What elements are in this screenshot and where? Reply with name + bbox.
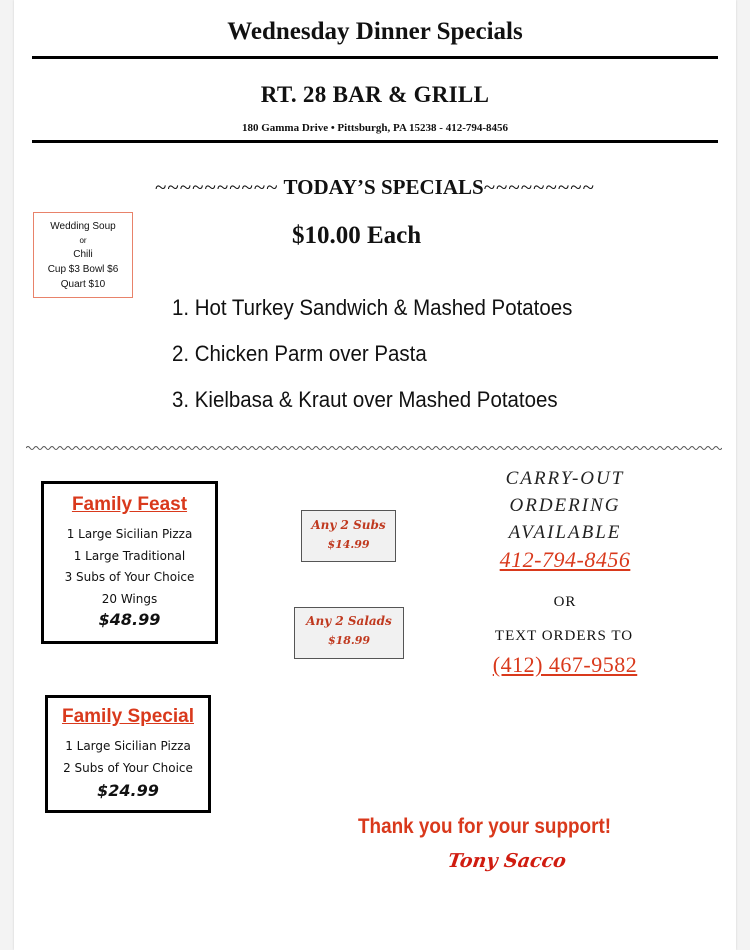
soup-line-3: Chili (73, 249, 93, 260)
text-orders-label: TEXT ORDERS TO (494, 628, 634, 644)
subs-price: $14.99 (327, 538, 370, 551)
salads-box (294, 607, 404, 659)
salads-price: $18.99 (327, 634, 371, 647)
soup-box (33, 212, 133, 298)
carryout-or: OR (553, 594, 577, 610)
soup-prices: Cup $3 Bowl $6 (47, 264, 119, 275)
wavy-divider (26, 444, 722, 452)
subs-label: Any 2 Subs (311, 518, 386, 532)
todays-specials-label: TODAY’S SPECIALS (283, 175, 484, 199)
tilde-left: ~~~~~~~~~~ (155, 175, 279, 199)
soup-line-or: or (79, 236, 87, 245)
family-feast-item: 20 Wings (101, 591, 158, 606)
family-feast-item: 3 Subs of Your Choice (64, 570, 195, 584)
family-special-title: Family Special (61, 706, 194, 727)
family-special-item: 2 Subs of Your Choice (63, 760, 193, 775)
thanks-message: Thank you for your support! (358, 815, 612, 838)
special-item-3: 3. Kielbasa & Kraut over Mashed Potatoes (172, 387, 558, 412)
restaurant-address: 180 Gamma Drive • Pittsburgh, PA 15238 - 412-794-8456 (241, 122, 509, 134)
family-special-box (45, 695, 211, 813)
soup-line-1: Wedding Soup (50, 221, 116, 232)
tilde-right: ~~~~~~~~~ (483, 175, 595, 199)
carryout-line-2: ORDERING (509, 495, 621, 516)
special-item-1: 1. Hot Turkey Sandwich & Mashed Potatoes (172, 295, 573, 320)
family-special-item: 1 Large Sicilian Pizza (65, 739, 191, 753)
family-feast-price: $48.99 (98, 610, 161, 629)
salads-label: Any 2 Salads (306, 614, 392, 628)
family-feast-item: 1 Large Sicilian Pizza (66, 527, 193, 541)
todays-specials-heading (0, 175, 750, 200)
restaurant-name: RT. 28 BAR & GRILL (260, 82, 490, 107)
owner-signature: Tony Sacco (446, 850, 568, 872)
carryout-phone[interactable]: 412-794-8456 (499, 547, 631, 572)
carryout-line-3: AVAILABLE (508, 522, 622, 543)
page-title: Wednesday Dinner Specials (227, 18, 523, 45)
carryout-line-1: CARRY-OUT (505, 468, 625, 489)
family-feast-box (41, 481, 218, 644)
text-orders-phone[interactable]: (412) 467-9582 (492, 652, 638, 677)
special-item-2: 2. Chicken Parm over Pasta (172, 341, 427, 366)
title-divider (32, 56, 718, 59)
family-special-price: $24.99 (97, 781, 159, 800)
subs-box (301, 510, 396, 562)
family-feast-item: 1 Large Traditional (73, 548, 186, 563)
family-feast-title: Family Feast (71, 494, 188, 515)
specials-price: $10.00 Each (292, 222, 422, 249)
soup-quart: Quart $10 (60, 279, 106, 290)
header-divider (32, 140, 718, 143)
